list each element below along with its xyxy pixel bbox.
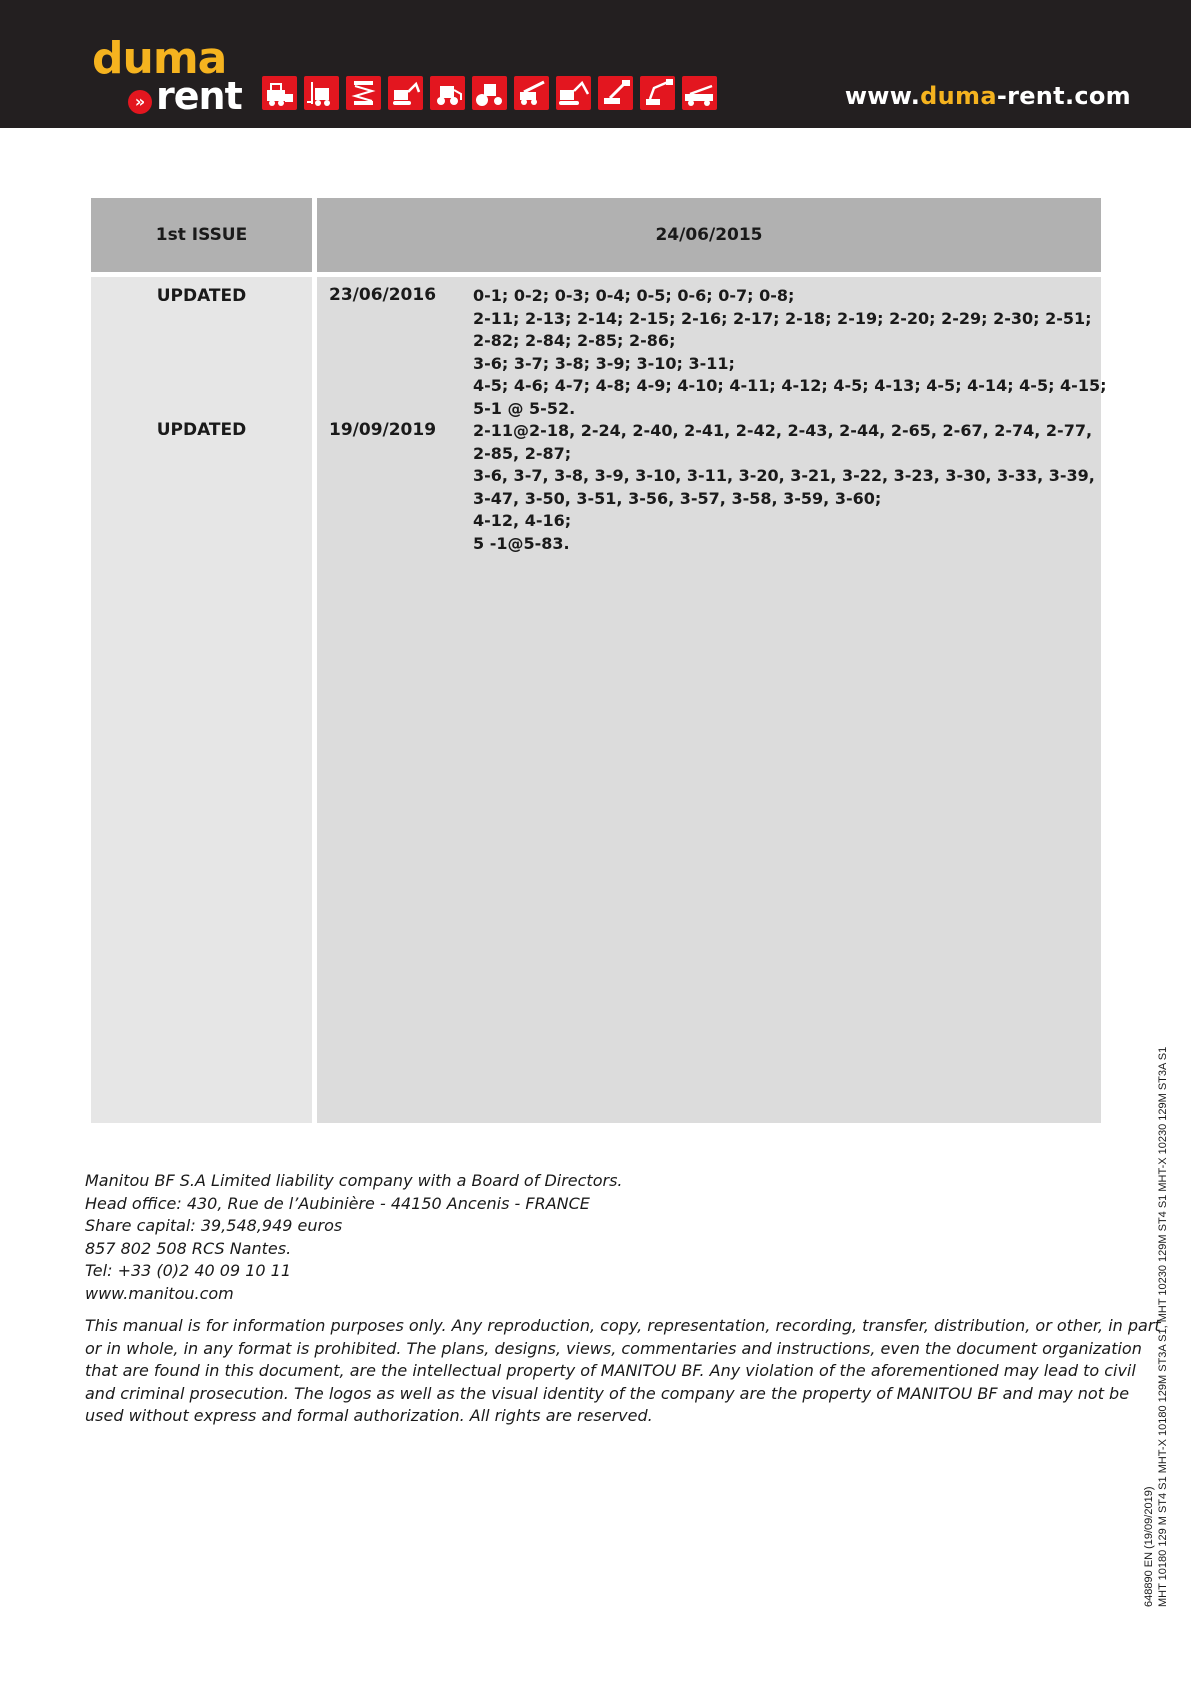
update-2-date: 19/09/2019 [329, 420, 437, 440]
scissor-lift-icon [346, 76, 381, 110]
update-1-label: UPDATED [156, 286, 247, 306]
company-capital: Share capital: 39,548,949 euros [85, 1216, 343, 1235]
update-2-label: UPDATED [156, 420, 247, 440]
company-info [85, 1170, 622, 1305]
update-2-line: 3-47, 3-50, 3-51, 3-56, 3-57, 3-58, 3-59, 3-60; [473, 488, 882, 508]
articulated-lift-icon [640, 76, 675, 110]
update-2-line: 4-12, 4-16; [473, 511, 572, 530]
document-reference [1142, 1047, 1170, 1607]
excavator-icon [556, 76, 591, 110]
disclaimer-line: that are found in this document, are the intellectual property of MANITOU BF. Any violation of the aforementioned may lead to civil [85, 1361, 1136, 1380]
website-link[interactable]: www.duma-rent.com [844, 82, 1131, 110]
update-2-line: 2-85, 2-87; [473, 443, 572, 463]
company-phone: Tel: +33 (0)2 40 09 10 11 [85, 1261, 292, 1280]
first-issue-date: 24/06/2015 [317, 198, 1101, 272]
mini-excavator-icon [388, 76, 423, 110]
update-2-line: 2-11@2-18, 2-24, 2-40, 2-41, 2-42, 2-43, 2-44, 2-65, 2-67, 2-74, 2-77, [473, 421, 1093, 440]
update-1-line: 2-11; 2-13; 2-14; 2-15; 2-16; 2-17; 2-18; 2-19; 2-20; 2-29; 2-30; 2-51; [473, 308, 1092, 328]
update-1-line: 4-5; 4-6; 4-7; 4-8; 4-9; 4-10; 4-11; 4-12; 4-5; 4-13; 4-5; 4-14; 4-5; 4-15; [473, 376, 1107, 395]
update-1-line: 5-1 @ 5-52. [473, 398, 576, 418]
first-issue-label: 1st ISSUE [91, 198, 312, 272]
update-1-line: 2-82; 2-84; 2-85; 2-86; [473, 331, 676, 350]
legal-disclaimer [85, 1315, 1161, 1428]
disclaimer-line: and criminal prosecution. The logos as well as the visual identity of the company are the property of MANITOU BF and may not be [85, 1383, 1130, 1403]
reference-models: MHT 10180 129 M ST4 S1 MHT-X 10180 129M ST3A S1, MHT 10230 129M ST4 S1 MHT-X 10230 129M ST3A S1 [1157, 1046, 1169, 1607]
telehandler-icon [514, 76, 549, 110]
update-1-line: 3-6; 3-7; 3-8; 3-9; 3-10; 3-11; [473, 353, 735, 373]
company-rcs: 857 802 508 RCS Nantes. [85, 1238, 292, 1258]
header-band [0, 0, 1191, 128]
machine-icons-row [262, 76, 717, 110]
disclaimer-line: used without express and formal authorization. All rights are reserved. [85, 1406, 653, 1425]
update-1-pages [473, 285, 1106, 420]
update-1-date: 23/06/2016 [329, 285, 437, 305]
update-2-pages [473, 420, 1095, 555]
logo-arrow-icon: » [128, 90, 152, 114]
skid-steer-icon [262, 76, 297, 110]
roller-icon [472, 76, 507, 110]
disclaimer-line: This manual is for information purposes only. Any reproduction, copy, representation, recording, transfer, distribution, or other, in part [85, 1316, 1161, 1335]
duma-rent-logo[interactable]: duma » rent [92, 33, 242, 118]
update-label-column [91, 277, 312, 1123]
revision-table [91, 198, 1107, 1123]
disclaimer-line: or in whole, in any format is prohibited. The plans, designs, views, commentaries and instructions, even the document organization [85, 1338, 1142, 1358]
update-2-line: 5 -1@5-83. [473, 533, 570, 553]
compact-loader-icon [430, 76, 465, 110]
company-website[interactable]: www.manitou.com [85, 1283, 234, 1303]
logo-duma-text: duma [92, 33, 227, 84]
forklift-icon [304, 76, 339, 110]
update-2-line: 3-6, 3-7, 3-8, 3-9, 3-10, 3-11, 3-20, 3-21, 3-22, 3-23, 3-30, 3-33, 3-39, [473, 466, 1095, 485]
company-address: Head office: 430, Rue de l’Aubinière - 44150 Ancenis - FRANCE [85, 1193, 590, 1213]
company-line: Manitou BF S.A Limited liability company with a Board of Directors. [85, 1171, 623, 1190]
boom-lift-icon [598, 76, 633, 110]
update-1-line: 0-1; 0-2; 0-3; 0-4; 0-5; 0-6; 0-7; 0-8; [473, 286, 795, 305]
truck-mounted-lift-icon [682, 76, 717, 110]
reference-code: 648890 EN (19/09/2019) [1143, 1486, 1155, 1607]
